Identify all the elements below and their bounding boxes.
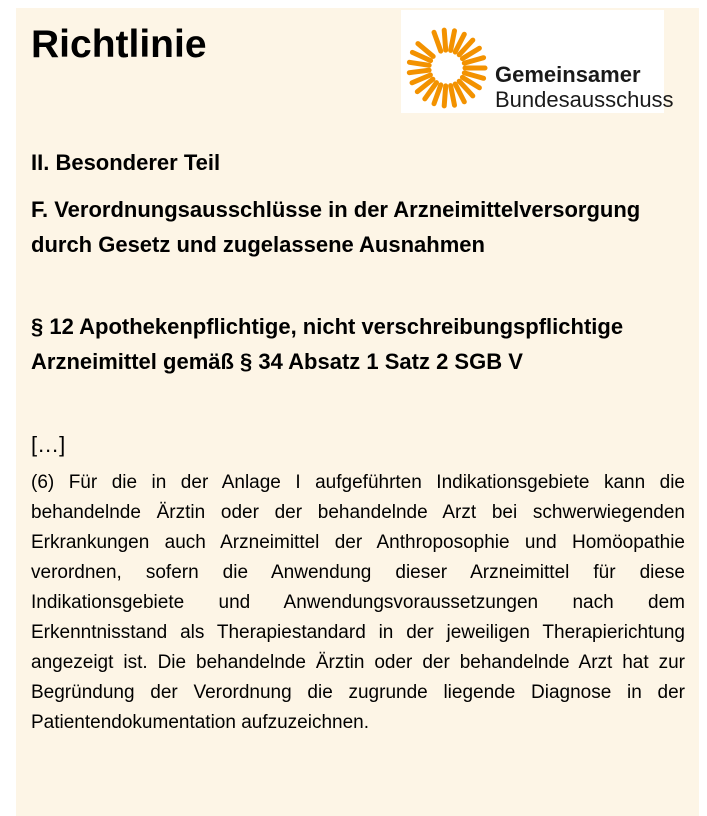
document-panel (16, 8, 699, 816)
sunburst-ray (409, 62, 429, 65)
sunburst-ray (444, 30, 446, 50)
page-title: Richtlinie (31, 23, 207, 66)
logo-text-line1: Gemeinsamer (495, 62, 641, 87)
section-heading: II. Besonderer Teil (31, 150, 221, 175)
sunburst-ray (434, 32, 441, 51)
sunburst-ray (451, 31, 455, 51)
logo-text-line2: Bundesausschuss (495, 87, 674, 112)
sunburst-logo-icon (401, 10, 493, 113)
paragraph-heading: § 12 Apothekenpflichtige, nicht verschreibungspflichtige Arzneimittel gemäß § 34 Absatz 1 Satz 2 SGB V (31, 314, 624, 374)
omission-marker: […] (31, 432, 66, 457)
sunburst-ray (451, 86, 455, 106)
sunburst-ray (444, 86, 446, 106)
body-text: (6) Für die in der Anlage I aufgeführten Indikationsgebiete kann die behandelnde Ärztin oder der behandelnde Arzt bei schwerwiegenden Erkrankungen auch Arzneimittel der Anthroposophie und Homöopathie verordnen, sofern die Anwendung dieser Arzneimittel für diese Indikationsgebiete und Anwendungsvoraussetzungen nach dem Erkenntnisstand als Therapiestandard in der jeweiligen Therapierichtung angezeigt ist. Die behandelnde Ärztin oder der behandelnde Arzt hat zur Begründung der Verordnung die zugrunde liegende Diagnose in der Patientendokumentation aufzuzeichnen. (31, 472, 685, 733)
chapter-heading: F. Verordnungsausschlüsse in der Arzneimittelversorgung durch Gesetz und zugelassene Ausnahmen (31, 197, 641, 257)
sunburst-ray (409, 70, 429, 73)
gba-logo (401, 10, 674, 113)
